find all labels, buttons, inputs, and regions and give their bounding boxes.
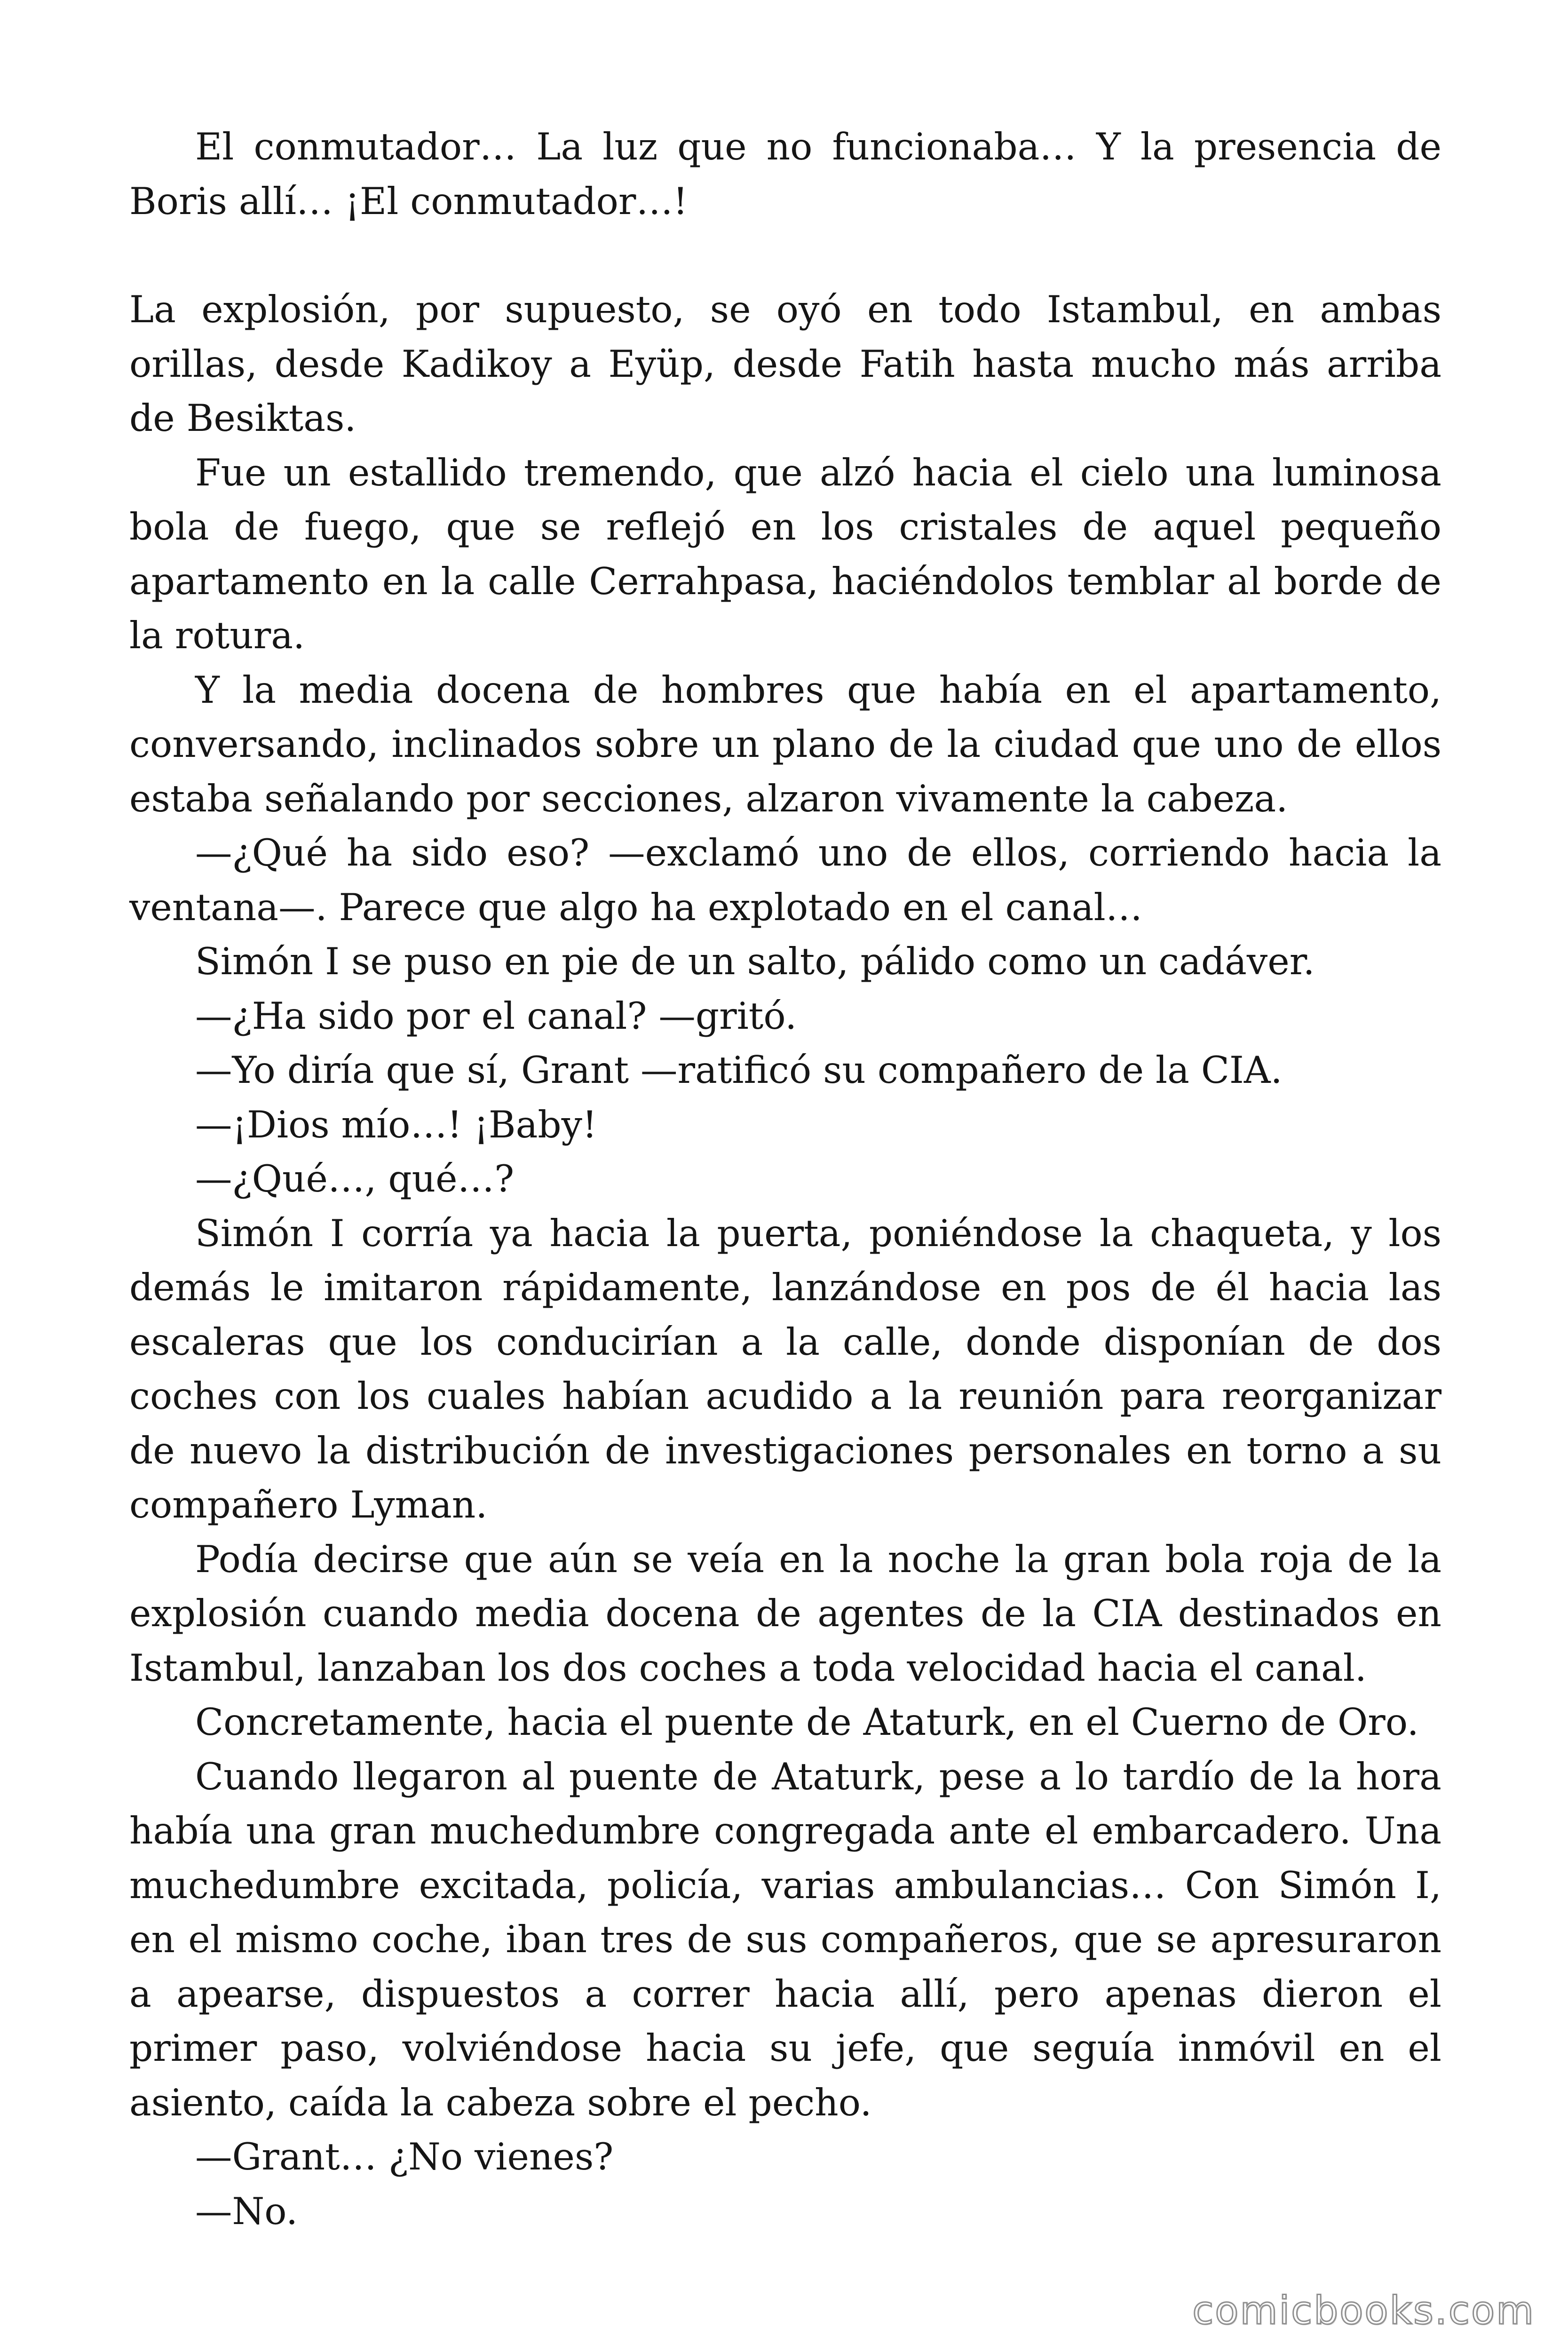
paragraph: Podía decirse que aún se veía en la noche la gran bola roja de la explosión cuando media docena de agentes de la CIA destinados en Istambul, lanzaban los dos coches a toda velocidad hacia el canal. <box>129 1537 1441 1690</box>
paragraph: El conmutador… La luz que no funcionaba… Y la presencia de Boris allí… ¡El conmutador…! <box>129 125 1441 223</box>
dialogue-line: —Grant… ¿No vienes? <box>195 2135 614 2178</box>
paragraph: Cuando llegaron al puente de Ataturk, pese a lo tardío de la hora había una gran muchedumbre congregada ante el embarcadero. Una muchedumbre excitada, policía, varias ambulancias… Con Simón I, en el mismo coche, iban tres de sus compañeros, que se apresuraron a apearse, dispuestos a correr hacia allí, pero apenas dieron el primer paso, volviéndose hacia su jefe, que seguía inmóvil en el asiento, caída la cabeza sobre el pecho. <box>129 1755 1441 2124</box>
paragraph: Concretamente, hacia el puente de Ataturk, en el Cuerno de Oro. <box>195 1700 1419 1744</box>
dialogue-line: —No. <box>195 2189 298 2233</box>
paragraph: Simón I corría ya hacia la puerta, poniéndose la chaqueta, y los demás le imitaron rápidamente, lanzándose en pos de él hacia las escaleras que los conducirían a la calle, donde disponían de dos coches con los cuales habían acudido a la reunión para reorganizar de nuevo la distribución de investigaciones personales en torno a su compañero Lyman. <box>129 1211 1441 1526</box>
dialogue-line: —¡Dios mío…! ¡Baby! <box>195 1103 597 1146</box>
dialogue-line: —¿Ha sido por el canal? —gritó. <box>195 994 797 1038</box>
watermark: comicbooks.com <box>1192 2288 1535 2333</box>
dialogue-line: —Yo diría que sí, Grant —ratificó su compañero de la CIA. <box>195 1049 1283 1092</box>
paragraph: Fue un estallido tremendo, que alzó hacia el cielo una luminosa bola de fuego, que se reflejó en los cristales de aquel pequeño apartamento en la calle Cerrahpasa, haciéndolos temblar al borde de la rotura. <box>129 451 1441 657</box>
book-page-text <box>129 120 1441 2239</box>
paragraph: La explosión, por supuesto, se oyó en todo Istambul, en ambas orillas, desde Kadikoy a Eyüp, desde Fatih hasta mucho más arriba de Besiktas. <box>129 288 1441 440</box>
dialogue-line: —¿Qué ha sido eso? —exclamó uno de ellos, corriendo hacia la ventana—. Parece que algo ha explotado en el canal… <box>129 831 1441 929</box>
paragraph: Y la media docena de hombres que había en el apartamento, conversando, inclinados sobre un plano de la ciudad que uno de ellos estaba señalando por secciones, alzaron vivamente la cabeza. <box>129 668 1441 820</box>
dialogue-line: —¿Qué…, qué…? <box>195 1157 515 1200</box>
paragraph: Simón I se puso en pie de un salto, pálido como un cadáver. <box>195 940 1315 983</box>
